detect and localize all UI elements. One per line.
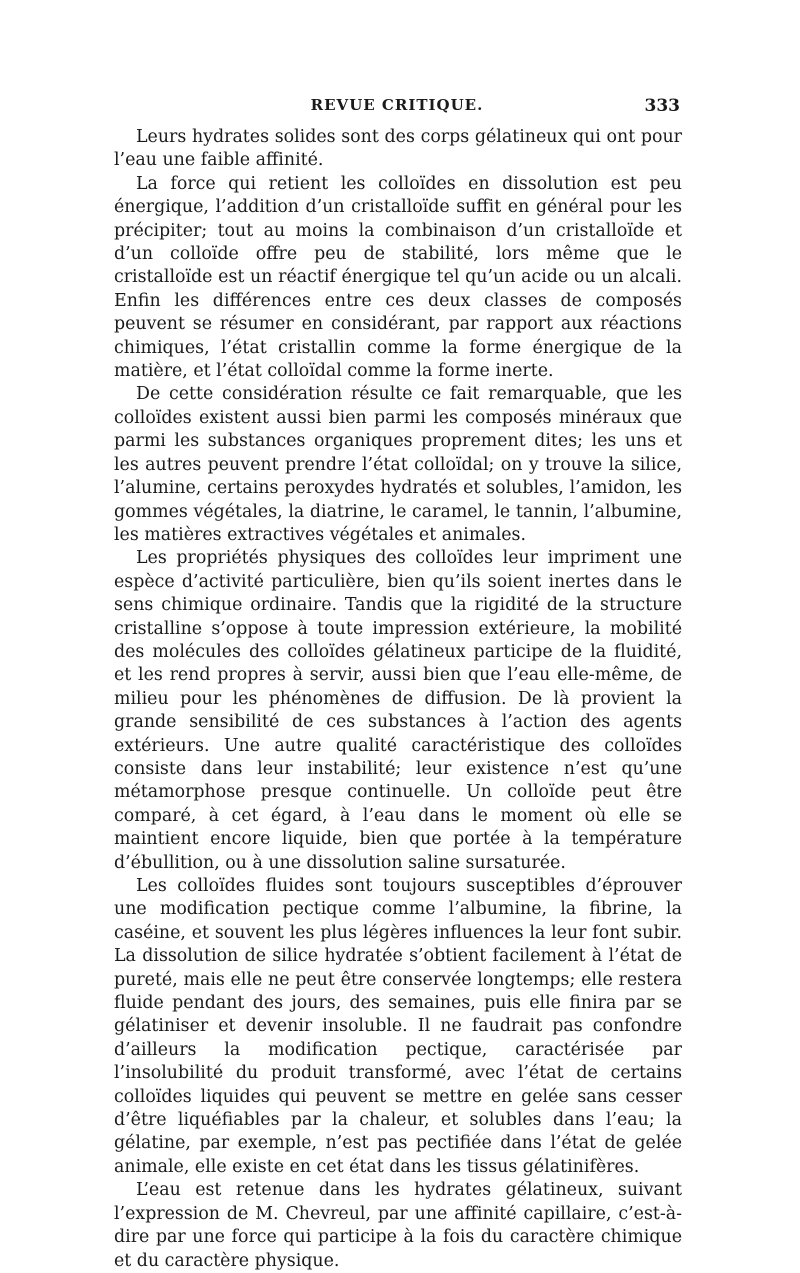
paragraph: L’eau est retenue dans les hydrates gélatineux, suivant l’expression de M. Chevreul, par une affinité capillaire, c’est-à-dire par une force qui participe à la fois du caractère chimique et du caractère physique. xyxy=(114,1180,682,1271)
body-text xyxy=(114,126,682,1273)
paragraph: La force qui retient les colloïdes en dissolution est peu énergique, l’addition d’un cristalloïde suffit en général pour les précipiter; tout au moins la combinaison d’un cristalloïde et d’un colloïde offre peu de stabilité, lors même que le cristalloïde est un réactif énergique tel qu’un acide ou un alcali. Enfin les différences entre ces deux classes de composés peuvent se résumer en considérant, par rapport aux réactions chimiques, l’état cristallin comme la forme énergique de la matière, et l’état colloïdal comme la forme inerte. xyxy=(114,173,682,382)
paragraph: De cette considération résulte ce fait remarquable, que les colloïdes existent aussi bien parmi les composés minéraux que parmi les substances organiques proprement dites; les uns et les autres peuvent prendre l’état colloïdal; on y trouve la silice, l’alumine, certains peroxydes hydratés et solubles, l’amidon, les gommes végétales, la diatrine, le caramel, le tannin, l’albumine, les matières extractives végétales et animales. xyxy=(114,384,682,545)
running-title: REVUE CRITIQUE. xyxy=(310,96,484,114)
paragraph: Les propriétés physiques des colloïdes leur impriment une espèce d’activité particulière, bien qu’ils soient inertes dans le sens chimique ordinaire. Tandis que la rigidité de la structure cristalline s’oppose à toute impression extérieure, la mobilité des molécules des colloïdes gélatineux participe de la fluidité, et les rend propres à servir, aussi bien que l’eau elle-même, de milieu pour les phénomènes de diffusion. De là provient la grande sensibilité de ces substances à l’action des agents extérieurs. Une autre qualité caractéristique des colloïdes consiste dans leur instabilité; leur existence n’est qu’une métamorphose presque continuelle. Un colloïde peut être comparé, à cet égard, à l’eau dans le moment où elle se maintient encore liquide, bien que portée à la température d’ébullition, ou à une dissolution saline sursaturée. xyxy=(114,548,682,873)
paragraph: Les colloïdes fluides sont toujours susceptibles d’éprouver une modification pectique comme l’albumine, la fibrine, la caséine, et souvent les plus légères influences la leur font subir. La dissolution de silice hydratée s’obtient facilement à l’état de pureté, mais elle ne peut être conservée longtemps; elle restera fluide pendant des jours, des semaines, puis elle finira par se gélatiniser et devenir insoluble. Il ne faudrait pas confondre d’ailleurs la modification pectique, caractérisée par l’insolubilité du produit transformé, avec l’état de certains colloïdes liquides qui peuvent se mettre en gelée sans cesser d’être liquéfiables par la chaleur, et solubles dans l’eau; la gélatine, par exemple, n’est pas pectifiée dans l’état de gelée animale, elle existe en cet état dans les tissus gélatinifères. xyxy=(114,876,682,1177)
running-header xyxy=(114,96,680,120)
paragraph: Leurs hydrates solides sont des corps gélatineux qui ont pour l’eau une faible affinité. xyxy=(114,127,682,171)
page-number: 333 xyxy=(644,96,680,116)
